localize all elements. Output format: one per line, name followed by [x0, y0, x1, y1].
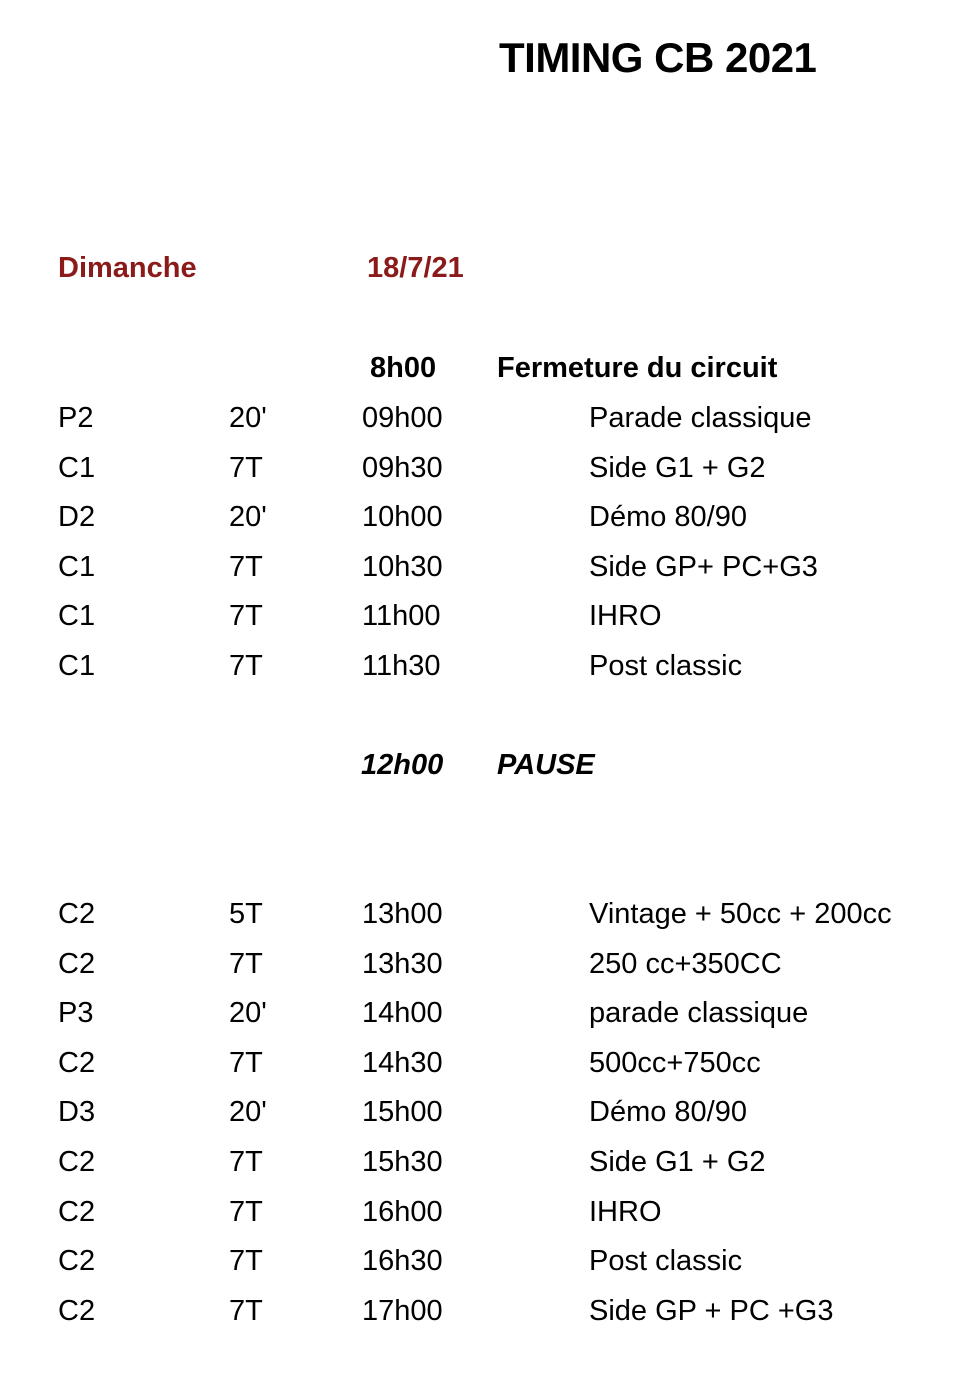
session-duration: 7T: [229, 451, 263, 484]
session-duration: 7T: [229, 600, 263, 633]
session-code: C2: [58, 947, 96, 980]
schedule-row: [0, 1047, 960, 1087]
schedule-row: [0, 948, 960, 988]
schedule-row: [0, 600, 960, 640]
day-label: Dimanche: [58, 252, 197, 284]
session-event: Side G1 + G2: [589, 451, 766, 484]
schedule-row: [0, 402, 960, 442]
session-time: 17h00: [362, 1294, 443, 1327]
session-code: C1: [58, 650, 96, 682]
session-event: Parade classique: [589, 402, 812, 434]
session-code: C1: [58, 600, 96, 633]
session-event: Post classic: [589, 650, 743, 682]
session-event: Side GP + PC +G3: [589, 1294, 834, 1327]
session-duration: 7T: [229, 1046, 263, 1079]
session-duration: 20': [229, 402, 267, 434]
session-time: 13h30: [362, 947, 443, 980]
session-time: 13h00: [362, 898, 443, 930]
session-duration: 20': [229, 997, 267, 1030]
pause-row: [0, 749, 960, 789]
session-event: IHRO: [589, 1195, 662, 1228]
session-duration: 20': [229, 501, 267, 534]
schedule-row: [0, 1146, 960, 1186]
session-event: Démo 80/90: [589, 1096, 747, 1129]
session-time: 14h30: [362, 1046, 443, 1079]
session-event: 250 cc+350CC: [589, 947, 782, 980]
schedule-row: [0, 501, 960, 541]
session-code: C2: [58, 1294, 96, 1327]
session-duration: 7T: [229, 550, 263, 583]
schedule-row: [0, 452, 960, 492]
session-code: C2: [58, 1046, 96, 1079]
session-event: Vintage + 50cc + 200cc: [589, 898, 892, 930]
pause-label: PAUSE: [497, 749, 595, 781]
session-event: 500cc+750cc: [589, 1046, 761, 1079]
session-time: 11h30: [362, 650, 441, 682]
session-code: C2: [58, 898, 96, 930]
session-time: 16h00: [362, 1195, 443, 1228]
session-event: parade classique: [589, 997, 809, 1030]
session-time: 10h30: [362, 550, 443, 583]
schedule-row: [0, 997, 960, 1037]
session-event: Side GP+ PC+G3: [589, 550, 818, 583]
session-code: P3: [58, 997, 94, 1030]
schedule-row: [0, 1096, 960, 1136]
session-code: D2: [58, 501, 96, 534]
session-code: D3: [58, 1096, 96, 1129]
session-code: C1: [58, 550, 96, 583]
schedule-row: [0, 650, 960, 690]
session-duration: 7T: [229, 1195, 263, 1228]
day-header: [0, 252, 960, 292]
session-event: Post classic: [589, 1245, 743, 1278]
pause-time: 12h00: [361, 749, 444, 781]
opening-time: 8h00: [370, 352, 437, 384]
opening-label: Fermeture du circuit: [497, 352, 778, 384]
session-duration: 7T: [229, 1146, 263, 1178]
session-code: C2: [58, 1195, 96, 1228]
session-time: 11h00: [362, 600, 441, 633]
schedule-row: [0, 1196, 960, 1236]
session-event: Side G1 + G2: [589, 1146, 766, 1178]
opening-row: [0, 352, 960, 392]
session-time: 15h00: [362, 1096, 443, 1129]
session-code: C1: [58, 451, 96, 484]
session-time: 09h30: [362, 451, 443, 484]
session-duration: 7T: [229, 1245, 263, 1278]
session-code: C2: [58, 1245, 96, 1278]
session-duration: 7T: [229, 650, 263, 682]
session-code: P2: [58, 402, 94, 434]
session-time: 14h00: [362, 997, 443, 1030]
schedule-row: [0, 551, 960, 591]
day-date: 18/7/21: [367, 252, 464, 284]
schedule-row: [0, 1245, 960, 1285]
session-duration: 5T: [229, 898, 263, 930]
session-time: 15h30: [362, 1146, 443, 1178]
session-time: 09h00: [362, 402, 443, 434]
session-time: 16h30: [362, 1245, 443, 1278]
session-code: C2: [58, 1146, 96, 1178]
schedule-row: [0, 898, 960, 938]
session-duration: 20': [229, 1096, 267, 1129]
session-duration: 7T: [229, 1294, 263, 1327]
schedule-row: [0, 1295, 960, 1335]
session-duration: 7T: [229, 947, 263, 980]
session-time: 10h00: [362, 501, 443, 534]
session-event: IHRO: [589, 600, 662, 633]
session-event: Démo 80/90: [589, 501, 747, 534]
page-title: TIMING CB 2021: [499, 34, 817, 81]
